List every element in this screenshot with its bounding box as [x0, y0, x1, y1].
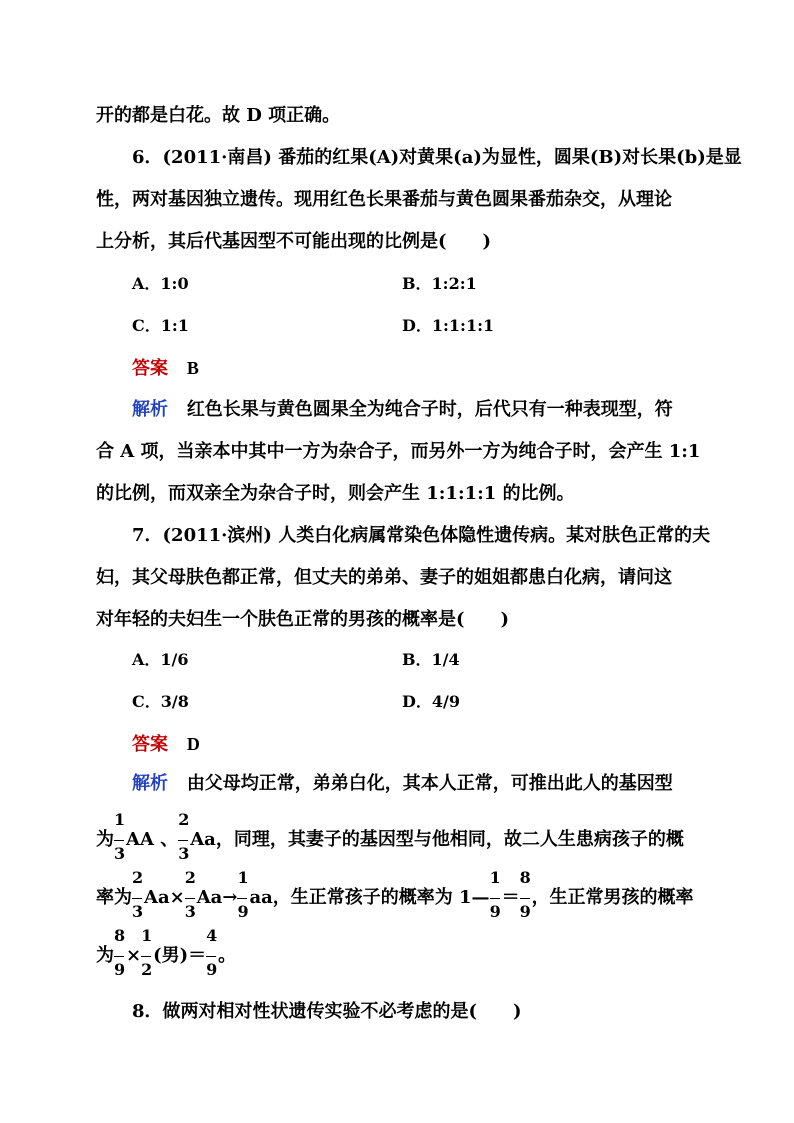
- denominator: 9: [519, 902, 531, 921]
- numerator: 1: [489, 868, 501, 887]
- question-7-stem: 对年轻的夫妇生一个肤色正常的男孩的概率是( ): [96, 609, 510, 630]
- q7-analysis-line: [96, 810, 684, 863]
- answer-label: 答案: [132, 734, 168, 755]
- text: Aa，同理，其妻子的基因型与他相同，故二人生患病孩子的概: [190, 829, 684, 850]
- q6-option-d: D．1:1:1:1: [402, 316, 495, 335]
- text: Aa×: [144, 887, 185, 908]
- question-7-stem: 7．(2011·滨州) 人类白化病属常染色体隐性遗传病。某对肤色正常的夫: [132, 525, 711, 546]
- text: 为: [96, 945, 114, 966]
- q7-analysis-line: [96, 868, 694, 921]
- q6-option-b: B．1:2:1: [402, 274, 477, 293]
- q6-analysis: [132, 398, 673, 422]
- numerator: 4: [206, 926, 218, 945]
- text: ，生正常男孩的概率: [531, 887, 694, 908]
- denominator: 3: [132, 902, 144, 921]
- denominator: 3: [184, 902, 196, 921]
- text: ＝: [501, 887, 520, 908]
- text: (男)＝: [153, 945, 207, 966]
- q7-option-c: C．3/8: [132, 692, 189, 711]
- question-7-stem: 妇，其父母肤色都正常，但丈夫的弟弟、妻子的姐姐都患白化病，请问这: [96, 567, 672, 588]
- fraction: [489, 868, 502, 921]
- text: AA 、: [126, 829, 179, 850]
- analysis-text: 由父母均正常，弟弟白化，其本人正常，可推出此人的基因型: [186, 773, 673, 794]
- answer-label: 答案: [132, 358, 168, 379]
- q7-analysis: [132, 772, 673, 796]
- answer-value: B: [186, 358, 199, 378]
- q7-option-d: D．4/9: [402, 692, 460, 711]
- q6-answer: [132, 356, 199, 381]
- numerator: 8: [519, 868, 531, 887]
- analysis-text: 红色长果与黄色圆果全为纯合子时，后代只有一种表现型，符: [186, 399, 673, 420]
- denominator: 3: [178, 844, 190, 863]
- numerator: 1: [237, 868, 249, 887]
- text: 为: [96, 829, 114, 850]
- analysis-label: 解析: [132, 399, 168, 420]
- fraction: [141, 926, 153, 979]
- fraction: [132, 868, 144, 921]
- question-8-stem: 8．做两对相对性状遗传实验不必考虑的是( ): [132, 1001, 522, 1022]
- numerator: 2: [184, 868, 196, 887]
- question-6-stem: 上分析，其后代基因型不可能出现的比例是( ): [96, 231, 492, 252]
- q7-answer: [132, 732, 200, 757]
- fraction: [114, 810, 126, 863]
- numerator: 2: [178, 810, 190, 829]
- numerator: 8: [114, 926, 126, 945]
- denominator: 9: [489, 902, 501, 921]
- fraction: [206, 926, 218, 979]
- question-6-stem: 性，两对基因独立遗传。现用红色长果番茄与黄色圆果番茄杂交，从理论: [96, 189, 672, 210]
- fraction: [237, 868, 249, 921]
- denominator: 9: [237, 902, 249, 921]
- numerator: 2: [132, 868, 144, 887]
- numerator: 1: [141, 926, 153, 945]
- fraction: [519, 868, 532, 921]
- fraction: [178, 810, 190, 863]
- denominator: 2: [141, 960, 153, 979]
- q6-option-c: C．1:1: [132, 316, 189, 335]
- analysis-label: 解析: [132, 773, 168, 794]
- text: 。: [218, 945, 237, 966]
- denominator: 3: [114, 844, 126, 863]
- text: aa，生正常孩子的概率为 1—: [249, 887, 490, 908]
- fraction: [114, 926, 126, 979]
- q7-analysis-line: [96, 926, 237, 979]
- q7-option-a: A．1/6: [132, 650, 189, 669]
- text: 率为: [96, 887, 132, 908]
- answer-value: D: [186, 734, 200, 754]
- numerator: 1: [114, 810, 126, 829]
- q6-option-a: A．1:0: [132, 274, 189, 293]
- q6-analysis-line: 的比例，而双亲全为杂合子时，则会产生 1:1:1:1 的比例。: [96, 483, 575, 504]
- q7-option-b: B．1/4: [402, 650, 460, 669]
- fraction: [184, 868, 197, 921]
- question-6-stem: 6．(2011·南昌) 番茄的红果(A)对黄果(a)为显性，圆果(B)对长果(b)是显: [132, 147, 742, 168]
- q6-analysis-line: 合 A 项，当亲本中其中一方为杂合子，而另外一方为纯合子时，会产生 1:1: [96, 441, 701, 462]
- text: Aa→: [196, 887, 238, 908]
- paragraph-line: 开的都是白花。故 D 项正确。: [96, 105, 341, 126]
- denominator: 9: [114, 960, 126, 979]
- text: ×: [126, 945, 142, 966]
- denominator: 9: [206, 960, 218, 979]
